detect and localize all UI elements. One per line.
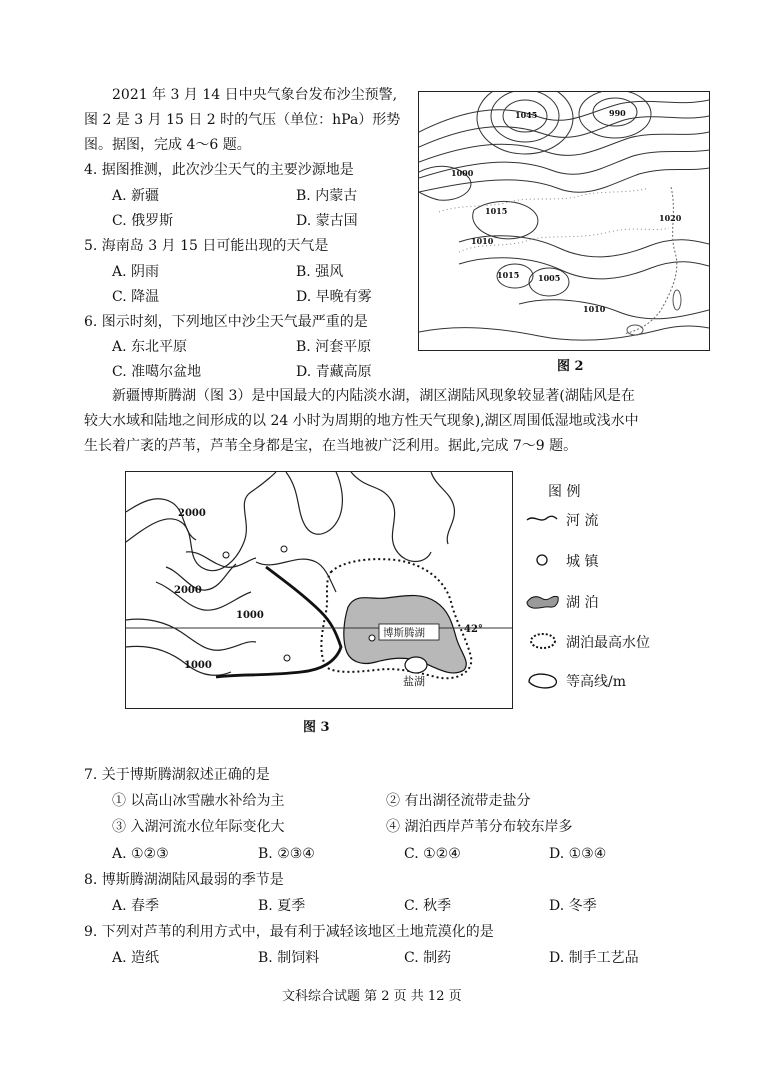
fig3-latitude-label: 42° [464, 624, 483, 635]
q5-option-b: B. 强风 [296, 264, 344, 280]
legend-town-icon [535, 553, 549, 567]
fig3-contour-label-2000-north: 2000 [178, 508, 206, 519]
intro1-line1: 2021 年 3 月 14 日中央气象台发布沙尘预警, [112, 87, 398, 103]
legend-river-icon [526, 512, 558, 526]
fig3-contour-label-1000-south: 1000 [184, 660, 212, 671]
q6-option-a: A. 东北平原 [112, 339, 188, 355]
q9-option-c: C. 制药 [404, 950, 452, 966]
q6-option-c: C. 准噶尔盆地 [112, 364, 202, 380]
fig3-lake-name: 博斯腾湖 [383, 627, 425, 639]
q8-option-b: B. 夏季 [258, 898, 306, 914]
q4-option-a: A. 新疆 [112, 188, 160, 204]
fig2-label-1015-north: 1015 [485, 206, 508, 216]
fig2-label-990: 990 [609, 108, 626, 118]
q4-stem: 4. 据图推测，此次沙尘天气的主要沙源地是 [84, 162, 354, 178]
figure-3-caption: 图 3 [303, 720, 330, 735]
q8-stem: 8. 博斯腾湖湖陆风最弱的季节是 [84, 872, 284, 888]
fig2-label-1000: 1000 [451, 168, 474, 178]
q5-stem: 5. 海南岛 3 月 15 日可能出现的天气是 [84, 238, 329, 254]
q9-stem: 9. 下列对芦苇的利用方式中，最有利于减轻该地区土地荒漠化的是 [84, 924, 494, 940]
fig2-label-1020: 1020 [659, 213, 682, 223]
fig3-legend-highwater: 湖泊最高水位 [566, 635, 650, 651]
intro2-line2: 较大水域和陆地之间形成的以 24 小时为周期的地方性天气现象),湖区周围低湿地或浅水中 [84, 413, 639, 429]
intro2-line3: 生长着广袤的芦苇，芦苇全身都是宝，在当地被广泛利用。据此,完成 7～9 题。 [84, 438, 578, 454]
intro1-line2: 图 2 是 3 月 15 日 2 时的气压（单位：hPa）形势 [84, 112, 401, 128]
q7-stem: 7. 关于博斯腾湖叙述正确的是 [84, 767, 270, 783]
q7-option-c: C. ①②④ [404, 846, 461, 862]
q5-option-a: A. 阴雨 [112, 264, 160, 280]
fig3-legend-town: 城 镇 [566, 554, 599, 570]
fig3-legend-contour: 等高线/m [566, 674, 626, 690]
q4-option-d: D. 蒙古国 [296, 213, 358, 229]
q8-option-a: A. 春季 [112, 898, 160, 914]
figure-2-caption: 图 2 [557, 359, 584, 374]
fig3-legend-lake: 湖 泊 [566, 595, 599, 611]
q6-option-d: D. 青藏高原 [296, 364, 372, 380]
q7-statement-1: ① 以高山冰雪融水补给为主 [112, 793, 285, 809]
fig3-legend-river: 河 流 [566, 513, 599, 529]
q6-option-b: B. 河套平原 [296, 339, 372, 355]
fig2-label-1010-west: 1010 [471, 236, 494, 246]
q4-option-b: B. 内蒙古 [296, 188, 358, 204]
figure-2-pressure-map [418, 91, 710, 351]
q5-option-d: D. 早晚有雾 [296, 289, 372, 305]
fig2-label-1045: 1045 [515, 110, 538, 120]
figure-3-lake-map [125, 471, 513, 709]
q6-stem: 6. 图示时刻，下列地区中沙尘天气最严重的是 [84, 314, 368, 330]
q7-statement-4: ④ 湖泊西岸芦苇分布较东岸多 [386, 819, 573, 835]
q9-option-b: B. 制饲料 [258, 950, 320, 966]
q9-option-a: A. 造纸 [112, 950, 160, 966]
fig2-label-1005: 1005 [538, 273, 561, 283]
legend-contour-icon [526, 670, 560, 690]
q8-option-c: C. 秋季 [404, 898, 452, 914]
q4-option-c: C. 俄罗斯 [112, 213, 174, 229]
q7-option-d: D. ①③④ [549, 846, 607, 862]
fig2-label-1010-south: 1010 [583, 304, 606, 314]
q5-option-c: C. 降温 [112, 289, 160, 305]
q7-statement-2: ② 有出湖径流带走盐分 [386, 793, 531, 809]
q7-option-a: A. ①②③ [112, 846, 169, 862]
intro1-line3: 图。据图，完成 4～6 题。 [84, 137, 251, 153]
intro2-line1: 新疆博斯腾湖（图 3）是中国最大的内陆淡水湖，湖区湖陆风现象较显著(湖陆风是在 [112, 388, 635, 404]
q7-statement-3: ③ 入湖河流水位年际变化大 [112, 819, 285, 835]
legend-lake-icon [526, 592, 560, 610]
fig3-contour-label-1000-north: 1000 [236, 610, 264, 621]
page-footer: 文科综合试题 第 2 页 共 12 页 [282, 989, 462, 1004]
q9-option-d: D. 制手工艺品 [549, 950, 639, 966]
q8-option-d: D. 冬季 [549, 898, 597, 914]
fig3-salt-lake-label: 盐湖 [403, 675, 425, 688]
q7-option-b: B. ②③④ [258, 846, 315, 862]
fig3-contour-label-2000-south: 2000 [174, 585, 202, 596]
fig2-label-1015-south: 1015 [497, 270, 520, 280]
legend-highwater-icon [528, 632, 558, 650]
fig3-legend-title: 图 例 [548, 484, 581, 500]
